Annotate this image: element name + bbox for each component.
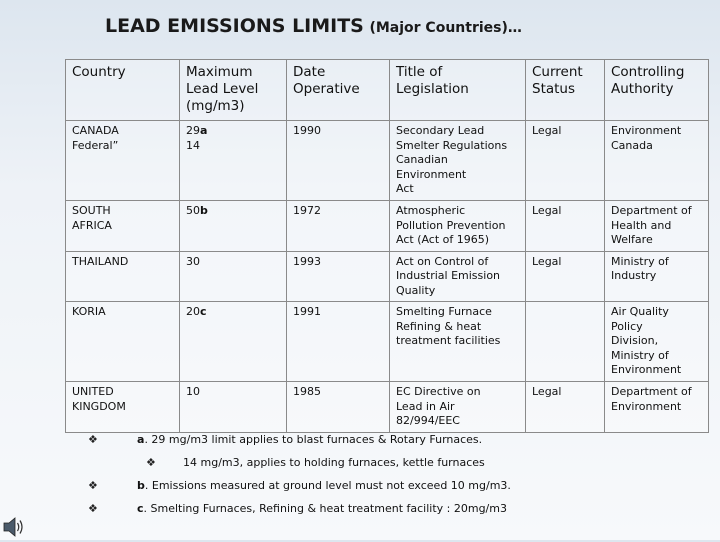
footnote-b: b. Emissions measured at ground level must not exceed 10 mg/m3. [137,479,511,492]
country-line: UNITED [72,385,114,398]
cell-legislation [390,121,526,201]
cell-line: 82/994/EEC [396,414,460,427]
cell-line: Quality [396,283,436,297]
cell-line: Lead in Air [396,399,455,413]
note-bullet-icon: ❖ [88,433,98,446]
emissions-table [65,59,709,433]
cell-line: Policy [611,319,643,333]
cell-status: Legal [526,201,605,252]
cell-line: Environment [611,124,682,137]
cell-country [66,302,180,382]
cell-authority [605,121,709,201]
cell-status: Legal [526,251,605,302]
cell-line: Refining & heat [396,319,482,333]
cell-country [66,121,180,201]
cell-line: Title of [396,64,443,80]
lead-level-note-key: c [200,305,207,318]
cell-line: Act [396,182,414,195]
cell-line: Act on Control of [396,254,489,268]
cell-line: Operative [293,81,360,97]
lead-level-line [186,204,280,219]
cell-lead-level [180,382,287,433]
cell-status: Legal [526,382,605,433]
cell-date: 1991 [287,302,390,382]
cell-country [66,251,180,302]
cell-date: 1990 [287,121,390,201]
cell-line: Act (Act of 1965) [396,233,490,246]
country-line: SOUTH [72,204,111,217]
lead-level-value: 29 [186,124,200,137]
cell-legislation [390,201,526,252]
lead-level-extra: 14 [186,138,200,152]
cell-country [66,382,180,433]
cell-line: Country [72,64,126,80]
lead-level-value: 10 [186,385,200,398]
cell-line: Smelter Regulations [396,138,508,152]
cell-date: 1985 [287,382,390,433]
cell-line: Maximum [186,64,253,80]
cell-line: Department of [611,204,692,217]
country-line: KINGDOM [72,399,126,413]
title-sub: (Major Countries)… [369,20,522,36]
cell-line: Air Quality [611,305,669,318]
cell-line: Industry [611,269,657,282]
cell-authority [605,201,709,252]
cell-line: Environment [611,399,682,413]
cell-line: Health and [611,218,672,232]
cell-line: Canada [611,138,653,152]
page-title [105,15,522,37]
cell-country [66,201,180,252]
country-line: AFRICA [72,218,112,232]
cell-line: Status [532,81,576,97]
cell-line: Division, [611,334,659,347]
footnote-a-extra: 14 mg/m3, applies to holding furnaces, kettle furnaces [183,456,485,469]
cell-authority [605,382,709,433]
footnote-c: c. Smelting Furnaces, Refining & heat treatment facility : 20mg/m3 [137,502,507,515]
cell-line: Welfare [611,233,653,246]
table-row [66,302,709,382]
cell-date: 1972 [287,201,390,252]
cell-authority [605,251,709,302]
column-header [526,60,605,121]
cell-line: Controlling [611,64,685,80]
cell-line: EC Directive on [396,385,481,398]
lead-level-line [186,124,280,139]
column-header [605,60,709,121]
cell-line: Secondary Lead [396,124,485,137]
lead-level-value: 30 [186,254,200,268]
cell-lead-level [180,121,287,201]
country-line: Federal” [72,138,119,152]
note-bullet-icon: ❖ [146,456,156,469]
table-row [66,201,709,252]
lead-level-note-key: b [200,204,208,217]
cell-line: Current [532,64,583,80]
column-header [390,60,526,121]
cell-line: Environment [396,167,467,181]
cell-line: Authority [611,81,674,97]
cell-line: treatment facilities [396,334,501,347]
cell-date: 1993 [287,251,390,302]
cell-line: Lead Level [186,81,259,97]
cell-line: Ministry of [611,348,669,362]
cell-line: Department of [611,385,692,398]
cell-line: Smelting Furnace [396,305,492,318]
cell-line: Pollution Prevention [396,218,506,232]
cell-line: Atmospheric [396,204,466,217]
country-line: CANADA [72,124,119,137]
column-header [180,60,287,121]
cell-legislation [390,302,526,382]
lead-level-note-key: a [200,124,208,137]
lead-level-value: 20 [186,305,200,318]
lead-level-line [186,385,280,400]
table-row [66,251,709,302]
cell-status: Legal [526,121,605,201]
lead-level-value: 50 [186,204,200,217]
column-header [287,60,390,121]
table-row [66,382,709,433]
cell-line: (mg/m3) [186,98,245,114]
cell-status [526,302,605,382]
cell-line: Legislation [396,81,469,97]
table-row [66,121,709,201]
cell-legislation [390,251,526,302]
lead-level-line [186,255,280,270]
lead-level-line [186,305,280,320]
cell-line: Industrial Emission [396,269,501,282]
cell-lead-level [180,251,287,302]
cell-legislation [390,382,526,433]
country-line: THAILAND [72,254,129,268]
cell-line: Ministry of [611,254,669,268]
note-bullet-icon: ❖ [88,479,98,492]
table-header-row [66,60,709,121]
note-bullet-icon: ❖ [88,502,98,515]
speaker-icon[interactable] [2,516,26,538]
cell-line: Environment [611,363,682,376]
country-line: KORIA [72,305,106,318]
cell-lead-level [180,201,287,252]
cell-authority [605,302,709,382]
cell-line: Date [293,64,326,80]
cell-lead-level [180,302,287,382]
title-main: LEAD EMISSIONS LIMITS [105,15,364,37]
footnote-a: a. 29 mg/m3 limit applies to blast furnaces & Rotary Furnaces. [137,433,483,446]
cell-line: Canadian [396,153,448,166]
column-header [66,60,180,121]
